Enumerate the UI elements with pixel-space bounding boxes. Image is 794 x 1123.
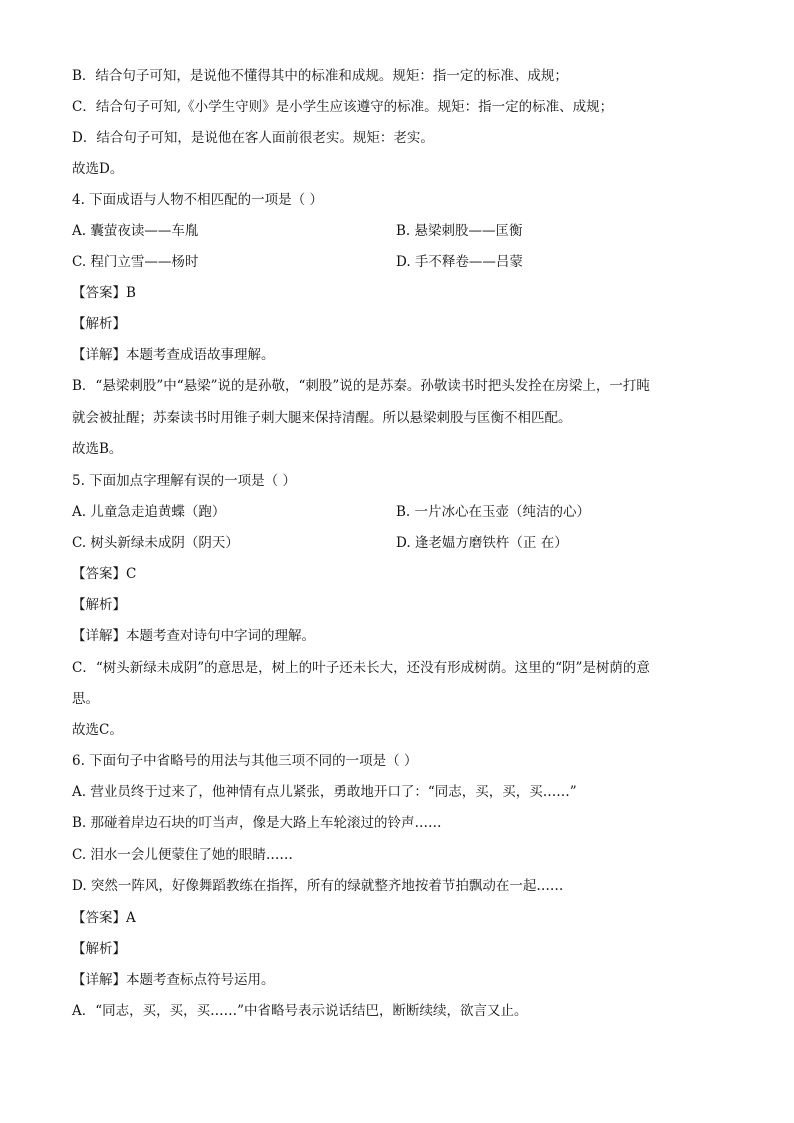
q3-choice: 故选D。 xyxy=(72,161,124,177)
q5-options-row-1 xyxy=(72,503,722,521)
q6-option-a: A. 营业员终于过来了，他神情有点儿紧张，勇敢地开口了：“同志，买，买，买……” xyxy=(72,784,577,800)
q5-option-c: C. 树头新绿未成阴（阴天） xyxy=(72,535,239,551)
q6-answer: 【答案】A xyxy=(72,910,136,926)
q5-question: 5. 下面加点字理解有误的一项是（ ） xyxy=(72,473,296,489)
q5-options-row-2 xyxy=(72,534,722,552)
q4-option-b: B. 悬梁刺股——匡衡 xyxy=(396,223,523,239)
q4-answer: 【答案】B xyxy=(72,285,136,301)
q4-options-row-2 xyxy=(72,253,722,271)
q6-option-c: C. 泪水一会儿便蒙住了她的眼睛…… xyxy=(72,847,293,863)
q5-detail: 【详解】本题考查对诗句中字词的理解。 xyxy=(72,628,315,644)
q6-explanation-line-1: A．“同志，买，买，买……”中省略号表示说话结巴，断断续续，欲言又止。 xyxy=(72,1003,528,1019)
q5-analysis-label: 【解析】 xyxy=(72,597,126,613)
q4-detail: 【详解】本题考查成语故事理解。 xyxy=(72,347,275,363)
q4-option-c: C. 程门立雪——杨时 xyxy=(72,254,199,270)
q6-question: 6. 下面句子中省略号的用法与其他三项不同的一项是（ ） xyxy=(72,753,418,769)
q3-option-d-explanation: D．结合句子可知，是说他在客人面前很老实。规矩：老实。 xyxy=(72,130,434,146)
q3-option-b-explanation: B．结合句子可知，是说他不懂得其中的标准和成规。规矩：指一定的标准、成规； xyxy=(72,68,568,84)
q5-option-a: A. 儿童急走追黄蝶（跑） xyxy=(72,504,226,520)
q4-option-d: D. 手不释卷——吕蒙 xyxy=(396,254,523,270)
q4-question: 4. 下面成语与人物不相匹配的一项是（ ） xyxy=(72,192,323,208)
q4-explanation-line-2: 就会被扯醒；苏秦读书时用锥子刺大腿来保持清醒。所以悬梁刺股与匡衡不相匹配。 xyxy=(72,410,572,426)
q5-explanation-line-2: 思。 xyxy=(72,691,99,707)
q5-option-b: B. 一片冰心在玉壶（纯洁的心） xyxy=(396,504,591,520)
q4-choice: 故选B。 xyxy=(72,441,123,457)
q4-options-row-1 xyxy=(72,222,722,240)
q4-analysis-label: 【解析】 xyxy=(72,316,126,332)
q3-option-c-explanation: C．结合句子可知,《小学生守则》是小学生应该遵守的标准。规矩：指一定的标准、成规； xyxy=(72,99,614,115)
q4-explanation-line-1: B．“悬梁刺股”中“悬梁”说的是孙敬，“刺股”说的是苏秦。孙敬读书时把头发拴在房梁上，一打盹 xyxy=(72,378,650,394)
q5-explanation-line-1: C．“树头新绿未成阴”的意思是，树上的叶子还未长大，还没有形成树荫。这里的“阴”是树荫的意 xyxy=(72,660,650,676)
q5-choice: 故选C。 xyxy=(72,722,123,738)
q4-option-a: A. 囊萤夜读——车胤 xyxy=(72,223,199,239)
q6-option-b: B. 那碰着岸边石块的叮当声，像是大路上车轮滚过的铃声…… xyxy=(72,815,442,831)
q5-answer: 【答案】C xyxy=(72,566,137,582)
q6-option-d: D. 突然一阵风，好像舞蹈教练在指挥，所有的绿就整齐地按着节拍飘动在一起…… xyxy=(72,878,564,894)
q5-option-d: D. 逢老媪方磨铁杵（正 在） xyxy=(396,535,568,551)
q6-detail: 【详解】本题考查标点符号运用。 xyxy=(72,972,275,988)
q6-analysis-label: 【解析】 xyxy=(72,941,126,957)
